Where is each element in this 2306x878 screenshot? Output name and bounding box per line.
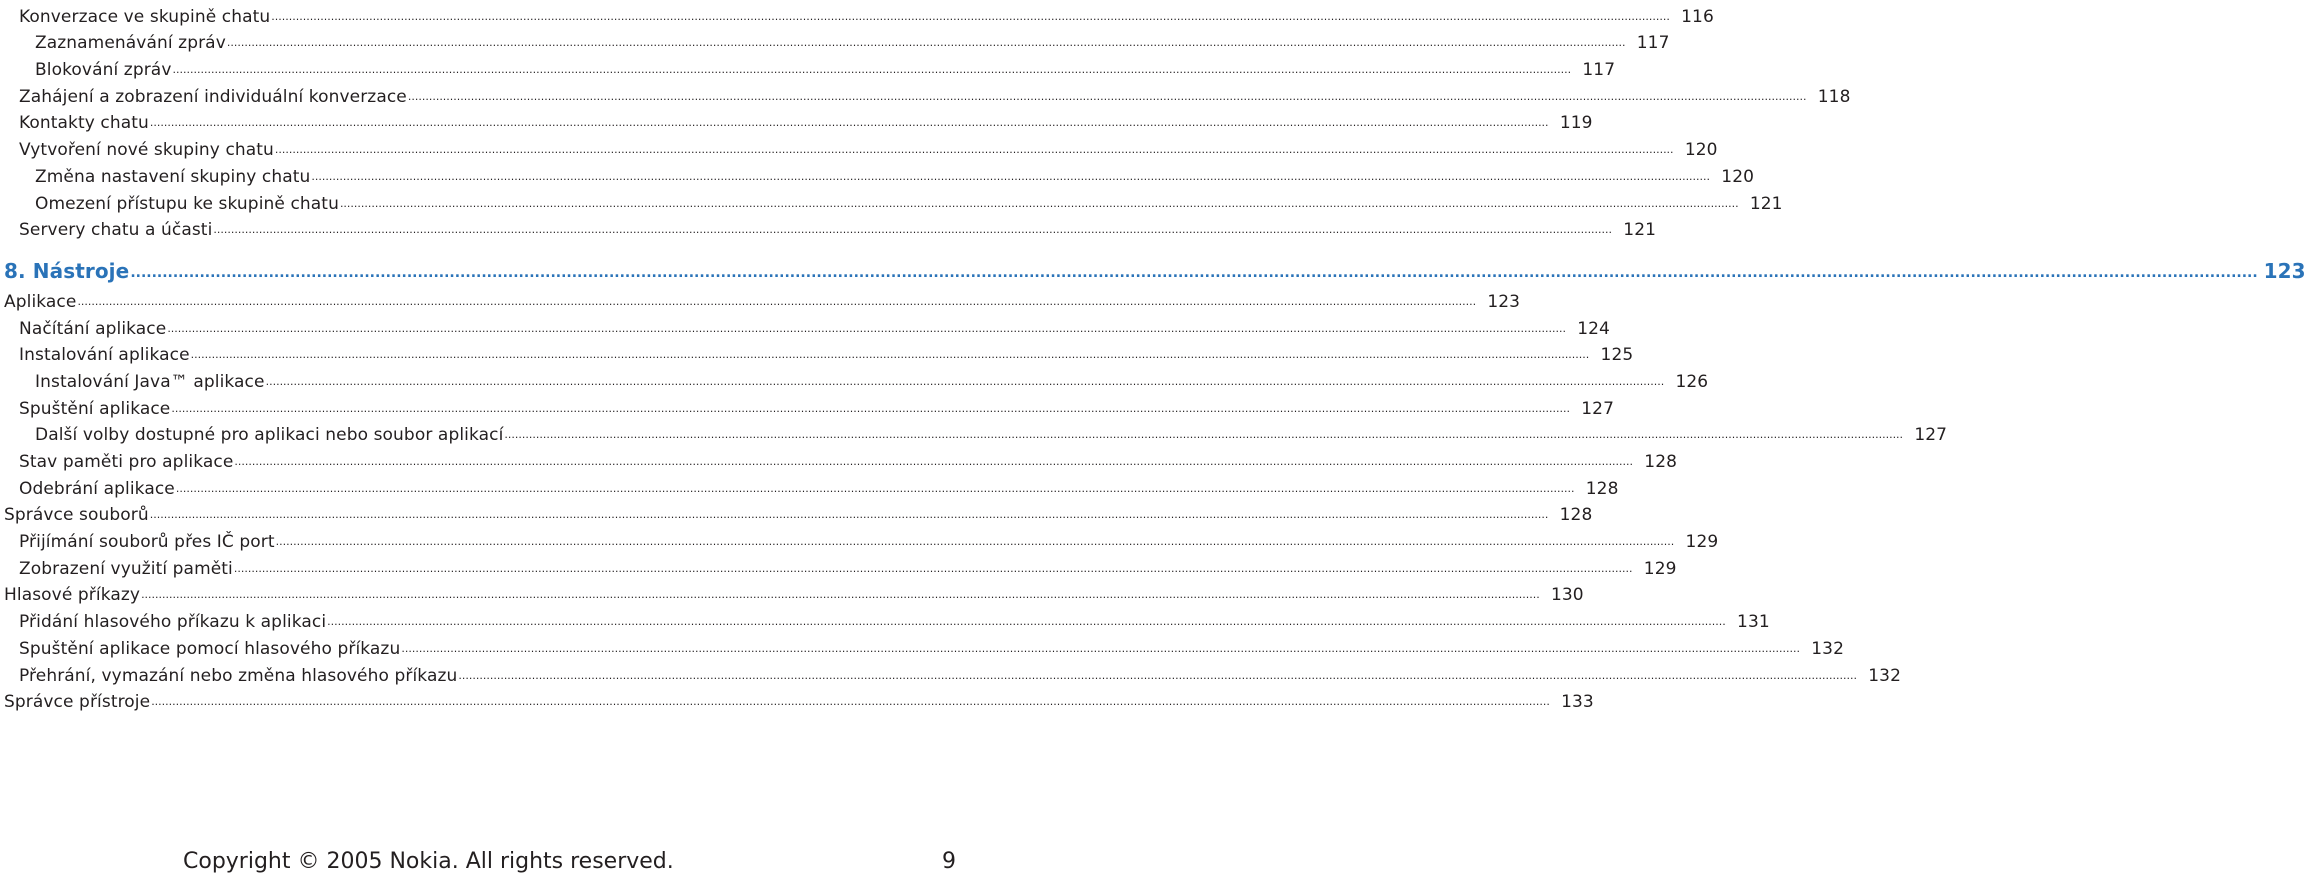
toc-entry[interactable] (4, 445, 1678, 472)
toc-entry-title: Zobrazení využití paměti (19, 558, 233, 579)
dot-leader: ................................................................................................................................................................................................................................................................................................................................................................................................................ (77, 294, 1477, 308)
toc-entry[interactable] (4, 419, 1948, 446)
page-footer (0, 845, 959, 875)
dot-leader: ................................................................................................................................................................................................................................................................................................................................................................................................................ (401, 641, 1800, 655)
toc-entry[interactable] (4, 605, 1770, 633)
toc-entry[interactable] (4, 80, 1851, 107)
toc-entry[interactable] (4, 312, 1610, 339)
toc-entry-title: Instalování aplikace (19, 345, 190, 366)
toc-entry[interactable] (4, 632, 1844, 659)
toc-entry[interactable] (4, 686, 1594, 713)
toc-entry-title: Instalování Java™ aplikace (35, 371, 265, 392)
toc-entry-page: 129 (1685, 532, 1719, 553)
dot-leader: ................................................................................................................................................................................................................................................................................................................................................................................................................ (327, 615, 1726, 629)
toc-entry[interactable] (4, 285, 1521, 312)
dot-leader: ................................................................................................................................................................................................................................................................................................................................................................................................................ (151, 695, 1550, 709)
toc-chapter-heading[interactable] (4, 240, 2306, 285)
dot-leader: ................................................................................................................................................................................................................................................................................................................................................................................................................ (233, 561, 1633, 575)
toc-entry-page: 120 (1721, 166, 1755, 187)
toc-entry-page: 130 (1550, 585, 1584, 606)
toc-entry-page: 132 (1811, 638, 1844, 659)
dot-leader: ................................................................................................................................................................................................................................................................................................................................................................................................................ (265, 374, 1665, 388)
toc-entry[interactable] (4, 27, 1670, 54)
toc-entry-title: Správce přístroje (4, 692, 151, 713)
toc-entry-page: 127 (1581, 398, 1615, 419)
toc-entry-title: Zaznamenávání zpráv (35, 33, 226, 54)
toc-entry-title: Kontakty chatu (19, 113, 149, 134)
toc-entry[interactable] (4, 659, 1901, 686)
toc-entry[interactable] (4, 579, 1584, 606)
toc-entry-title: Spuštění aplikace pomocí hlasového příkazu (19, 638, 401, 659)
toc-entry-title: Spuštění aplikace (19, 398, 171, 419)
toc-entry-page: 129 (1643, 558, 1677, 579)
dot-leader: ................................................................................................................................................................................................................................................................................................................................................................................................................ (171, 401, 1571, 415)
toc-entry-title: Blokování zpráv (35, 60, 172, 81)
toc-entry-page: 131 (1737, 612, 1770, 633)
toc-entry-title: Servery chatu a účasti (19, 220, 213, 241)
toc-entry-title: Stav paměti pro aplikace (19, 452, 234, 472)
dot-leader: ................................................................................................................................................................................................................................................................................................................................................................................................................ (407, 89, 1807, 103)
toc-entry-page: 116 (1681, 6, 1714, 27)
toc-entry-page: 128 (1644, 452, 1678, 472)
toc-entry-title: Přidání hlasového příkazu k aplikaci (19, 612, 327, 633)
toc-entry-page: 125 (1600, 345, 1634, 366)
toc-entry[interactable] (4, 187, 1783, 214)
toc-entry-page: 124 (1577, 318, 1610, 339)
toc-entry[interactable] (4, 160, 1755, 187)
toc-entry[interactable] (4, 0, 1714, 27)
page-number: 9 (942, 849, 956, 874)
toc-entry[interactable] (4, 133, 1718, 161)
toc-entry-page: 121 (1749, 193, 1783, 214)
toc-entry-page: 119 (1559, 113, 1593, 134)
dot-leader: ................................................................................................................................................................................................................................................................................................................................................................................................................ (141, 588, 1540, 602)
toc-entry[interactable] (4, 214, 1657, 241)
toc-entry-title: Přijímání souborů přes IČ port (19, 532, 275, 553)
toc-entry-page: 123 (1487, 291, 1521, 312)
toc-entry[interactable] (4, 53, 1616, 81)
toc-entry-page: 118 (1817, 86, 1851, 107)
toc-entry[interactable] (4, 552, 1677, 579)
dot-leader: ................................................................................................................................................................................................................................................................................................................................................................................................................ (271, 9, 1670, 23)
toc-entry-page: 128 (1585, 478, 1619, 499)
toc-entry-title: Odebrání aplikace (19, 478, 175, 499)
toc-entry[interactable] (4, 107, 1593, 134)
table-of-contents (4, 0, 2306, 713)
toc-entry-title: Vytvoření nové skupiny chatu (19, 140, 274, 161)
toc-entry-page: 127 (1914, 425, 1948, 446)
dot-leader: ................................................................................................................................................................................................................................................................................................................................................................................................................ (190, 348, 1590, 362)
toc-entry[interactable] (4, 392, 1615, 419)
dot-leader: ................................................................................................................................................................................................................................................................................................................................................................................................................ (167, 321, 1566, 335)
toc-entry[interactable] (4, 339, 1634, 366)
toc-entry-title: 8. Nástroje (4, 259, 130, 284)
toc-entry-title: Konverzace ve skupině chatu (19, 6, 271, 27)
toc-entry-title: Přehrání, vymazání nebo změna hlasového příkazu (19, 665, 458, 686)
toc-entry-page: 126 (1675, 371, 1709, 392)
dot-leader: ................................................................................................................................................................................................................................................................................................................................................................................................................ (172, 63, 1572, 77)
toc-entry-title: Omezení přístupu ke skupině chatu (35, 193, 339, 214)
toc-entry-title: Zahájení a zobrazení individuální konverzace (19, 86, 407, 107)
dot-leader: ................................................................................................................................................................................................................................................................................................................................................................................................................ (504, 428, 1904, 442)
toc-entry-title: Správce souborů (4, 505, 149, 526)
toc-entry[interactable] (4, 365, 1709, 392)
toc-entry[interactable] (4, 525, 1719, 553)
toc-entry-page: 133 (1561, 692, 1594, 713)
dot-leader: ................................................................................................................................................................................................................................................................................................................................................................................................................ (275, 535, 1675, 549)
toc-entry-title: Další volby dostupné pro aplikaci nebo soubor aplikací (35, 425, 504, 446)
toc-entry[interactable] (4, 472, 1619, 499)
dot-leader: ................................................................................................................................................................................................................................................................................................................................................................................................................ (339, 196, 1739, 210)
dot-leader: ................................................................................................................................................................................................................................................................................................................................................................................................................ (234, 455, 1634, 468)
toc-entry-page: 128 (1559, 505, 1593, 526)
toc-entry-page: 120 (1684, 140, 1718, 161)
dot-leader: ................................................................................................................................................................................................................................................................................................................................................................................................................ (149, 116, 1549, 130)
dot-leader: ................................................................................................................................................................................................................................................................................................................................................................................................................ (458, 668, 1857, 682)
toc-entry-page: 117 (1582, 60, 1616, 81)
dot-leader: ................................................................................................................................................................................................................................................................................................................................................................................................................ (274, 143, 1674, 157)
toc-entry-title: Hlasové příkazy (4, 585, 141, 606)
toc-entry-title: Načítání aplikace (19, 318, 167, 339)
toc-entry-title: Aplikace (4, 291, 77, 312)
dot-leader: ................................................................................................................................................................................................................................................................................................................................................................................................................ (149, 508, 1549, 522)
toc-entry-page: 123 (2263, 259, 2306, 284)
copyright-notice: Copyright © 2005 Nokia. All rights reserved. (183, 849, 674, 874)
dot-leader: ................................................................................................................................................................................................................................................................................................................................................................................................................ (213, 223, 1613, 237)
toc-entry-page: 121 (1623, 220, 1657, 241)
toc-entry[interactable] (4, 499, 1593, 526)
toc-entry-title: Změna nastavení skupiny chatu (35, 166, 311, 187)
dot-leader: ................................................................................................................................................................................................................................................................................................................................................................................................................ (226, 36, 1626, 50)
toc-entry-page: 132 (1868, 665, 1901, 686)
dot-leader: ................................................................................................................................................................................................................................................................................................................................................................................................................ (130, 265, 2258, 282)
dot-leader: ................................................................................................................................................................................................................................................................................................................................................................................................................ (175, 481, 1575, 495)
toc-entry-page: 117 (1636, 33, 1670, 54)
dot-leader: ................................................................................................................................................................................................................................................................................................................................................................................................................ (311, 169, 1711, 183)
